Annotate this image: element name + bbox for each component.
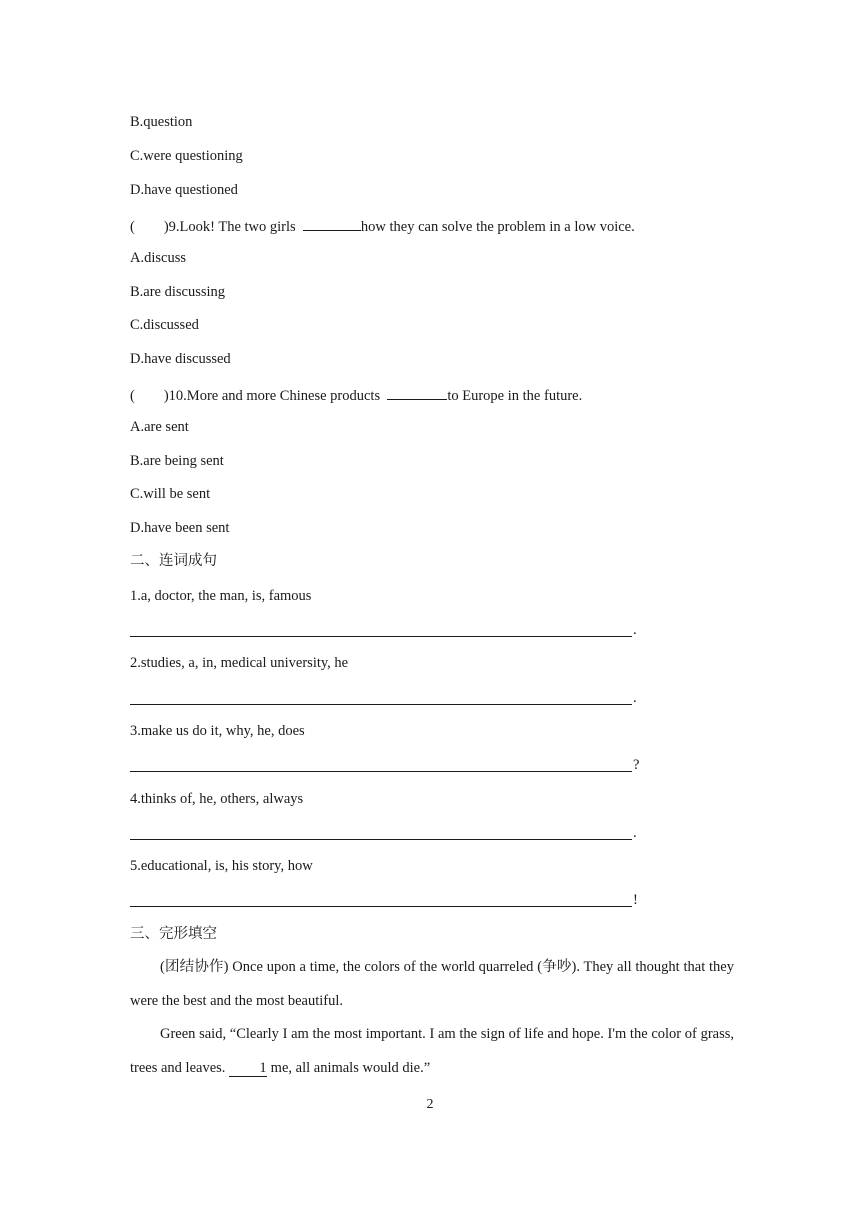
q9-stem-end: how they can solve the problem in a low voice. (360, 219, 635, 235)
q10-option-d: D.have been sent (130, 520, 230, 536)
cloze-paragraph-2-end: me, all animals would die.” (267, 1060, 431, 1076)
q8-option-d: D.have questioned (130, 182, 238, 198)
answer-end-punct: ! (633, 892, 638, 908)
answer-end-punct: ? (633, 757, 640, 773)
answer-end-punct: . (633, 825, 637, 841)
q8-option-b: B.question (130, 114, 193, 130)
sentence-prompt-2: 2.studies, a, in, medical university, he (130, 655, 349, 671)
answer-rule (130, 636, 632, 637)
sentence-answer-2[interactable] (130, 688, 650, 708)
sentence-answer-1[interactable] (130, 620, 650, 640)
q9-option-c: C.discussed (130, 317, 199, 333)
section3-heading: 三、完形填空 (130, 926, 217, 942)
q10-option-b: B.are being sent (130, 453, 224, 469)
q10-option-c: C.will be sent (130, 486, 211, 502)
sentence-answer-4[interactable] (130, 823, 650, 843)
sentence-answer-3[interactable] (130, 755, 650, 775)
q9-stem (130, 214, 635, 237)
answer-rule (130, 906, 632, 907)
q9-blank[interactable] (303, 214, 361, 231)
sentence-answer-5[interactable] (130, 890, 650, 910)
q10-answer-paren[interactable]: ( ) (130, 388, 169, 404)
sentence-prompt-1: 1.a, doctor, the man, is, famous (130, 588, 312, 604)
answer-rule (130, 839, 632, 840)
q10-option-a: A.are sent (130, 419, 189, 435)
q10-stem (130, 383, 582, 406)
q10-blank[interactable] (387, 383, 447, 400)
cloze-blank-1[interactable]: 1 (229, 1060, 267, 1077)
page-number: 2 (426, 1097, 434, 1112)
q9-answer-paren[interactable]: ( ) (130, 219, 169, 235)
answer-rule (130, 771, 632, 772)
q9-option-b: B.are discussing (130, 284, 226, 300)
cloze-paragraph-2 (130, 1017, 734, 1085)
q10-stem-end: to Europe in the future. (447, 388, 583, 404)
q9-option-d: D.have discussed (130, 351, 231, 367)
q9-stem-start: 9.Look! The two girls (168, 219, 303, 235)
q10-stem-start: 10.More and more Chinese products (168, 388, 388, 404)
answer-rule (130, 704, 632, 705)
cloze-paragraph-1: (团结协作) Once upon a time, the colors of the world quarreled (争吵). They all thought that they were the best and the most beautiful. (130, 959, 734, 1009)
q8-option-c: C.were questioning (130, 148, 243, 164)
section2-heading: 二、连词成句 (130, 553, 217, 569)
q9-option-a: A.discuss (130, 250, 186, 266)
answer-end-punct: . (633, 622, 637, 638)
answer-end-punct: . (633, 690, 637, 706)
sentence-prompt-4: 4.thinks of, he, others, always (130, 791, 304, 807)
sentence-prompt-3: 3.make us do it, why, he, does (130, 723, 305, 739)
cloze-paragraph-2-start: Green said, “Clearly I am the most important. I am the sign of life and hope. I'm the color of grass, trees and leaves. (130, 1026, 734, 1076)
sentence-prompt-5: 5.educational, is, his story, how (130, 858, 313, 874)
